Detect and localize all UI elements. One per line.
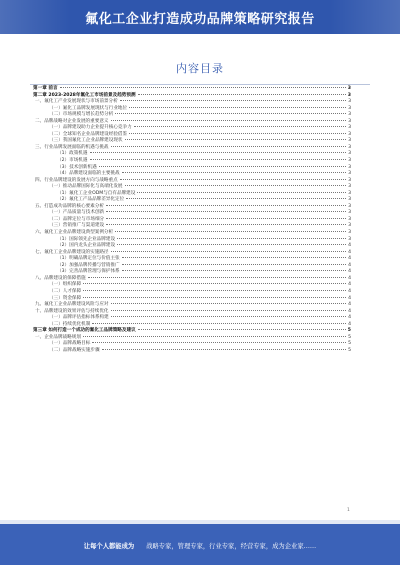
toc-leader-dots xyxy=(115,231,346,232)
title-divider xyxy=(30,84,370,85)
toc-entry-page: 3 xyxy=(348,171,351,177)
toc-entry-page: 3 xyxy=(348,112,351,118)
toc-entry-text: （4）品牌建设面临的主要挑战 xyxy=(57,171,120,177)
toc-entry-page: 3 xyxy=(348,151,351,157)
toc-entry-page: 4 xyxy=(348,308,351,314)
toc-entry-text: （1）政策机遇 xyxy=(57,151,88,157)
toc-entry-text: （1）氟化工企业ODM与自有品牌建设 xyxy=(57,190,136,196)
toc-entry-page: 3 xyxy=(348,99,351,105)
toc-leader-dots xyxy=(99,166,346,167)
toc-entry-page: 4 xyxy=(348,295,351,301)
toc-entry-page: 3 xyxy=(348,144,351,150)
page-number: 1 xyxy=(347,508,350,513)
toc-leader-dots xyxy=(120,100,346,101)
report-title: 氟化工企业打造成功品牌策略研究报告 xyxy=(85,12,315,27)
toc-entry[interactable] xyxy=(33,348,351,355)
toc-entry-text: （三）我国氟化工企业品牌建设现状 xyxy=(49,138,123,144)
toc-leader-dots xyxy=(90,152,347,153)
toc-entry-text: （2）市场机遇 xyxy=(57,158,88,164)
toc-entry-page: 5 xyxy=(347,328,351,334)
toc-entry-text: （二）持续优化机制 xyxy=(49,321,91,327)
toc-entry-page: 4 xyxy=(348,288,351,294)
toc-leader-dots xyxy=(115,113,346,114)
toc-entry-text: 第三章 如何打造一个成功的氟化工品牌策略及建议 xyxy=(33,328,136,334)
toc-entry-text: 二、品牌战略对企业发展的重要意义 xyxy=(35,118,109,124)
toc-leader-dots xyxy=(125,185,347,186)
toc-entry-page: 5 xyxy=(348,334,351,340)
toc-entry-page: 4 xyxy=(348,321,351,327)
toc-leader-dots xyxy=(134,126,346,127)
toc-entry-page: 4 xyxy=(348,243,351,249)
toc-entry-text: （一）推动品牌国际化与高端化发展 xyxy=(49,184,123,190)
toc-entry-page: 3 xyxy=(348,236,351,242)
toc-entry-text: 七、氟化工企业品牌建设的实施路径 xyxy=(35,249,109,255)
toc-entry-text: （三）资金保障 xyxy=(49,295,82,301)
toc-entry-text: （2）加强品牌传播与营销推广 xyxy=(57,262,120,268)
toc-entry-page: 3 xyxy=(348,164,351,170)
toc-leader-dots xyxy=(137,192,346,193)
toc-entry-page: 3 xyxy=(348,177,351,183)
toc-leader-dots xyxy=(60,87,346,88)
toc-leader-dots xyxy=(122,264,346,265)
toc-leader-dots xyxy=(111,251,347,252)
toc-leader-dots xyxy=(120,179,346,180)
toc-entry-text: （二）人才保障 xyxy=(49,288,82,294)
toc-entry-text: 四、行业品牌建设的发展方向与战略重点 xyxy=(35,177,118,183)
toc-entry-page: 3 xyxy=(348,105,351,111)
toc-leader-dots xyxy=(88,277,347,278)
toc-entry-text: 五、打造成功品牌的核心要素分析 xyxy=(35,203,104,209)
toc-entry-text: 第二章 2023-2028年氟化工市场前景及趋势预测 xyxy=(33,92,136,98)
toc-entry-page: 3 xyxy=(348,223,351,229)
toc-entry-text: 六、氟化工企业品牌建设典型案例分析 xyxy=(35,230,114,236)
toc-entry-text: （一）品牌建设助力企业提升核心竞争力 xyxy=(49,125,132,131)
toc-leader-dots xyxy=(122,257,346,258)
toc-entry-page: 3 xyxy=(348,230,351,236)
toc-entry-text: （3）技术创新机遇 xyxy=(57,164,97,170)
footer-text xyxy=(0,541,400,550)
toc-leader-dots xyxy=(117,244,346,245)
toc-entry-text: （一）品牌评估指标体系构建 xyxy=(49,315,109,321)
toc-entry-page: 4 xyxy=(348,302,351,308)
toc-entry-page: 3 xyxy=(348,190,351,196)
toc-entry-page: 3 xyxy=(347,86,351,91)
toc-leader-dots xyxy=(106,224,346,225)
toc-entry-page: 4 xyxy=(348,275,351,281)
toc-entry-page: 3 xyxy=(347,92,351,98)
toc-entry-text: 八、品牌建设的保障措施 xyxy=(35,275,86,281)
toc-entry-page: 3 xyxy=(348,158,351,164)
toc-entry-page: 4 xyxy=(348,269,351,275)
toc-entry-text: （二）品牌定位与市场细分 xyxy=(49,216,105,222)
toc-leader-dots xyxy=(122,172,346,173)
toc-leader-dots xyxy=(83,283,346,284)
toc-leader-dots xyxy=(92,323,346,324)
toc-leader-dots xyxy=(83,290,346,291)
toc-entry-page: 4 xyxy=(348,256,351,262)
toc-entry-text: （一）品牌战略目标 xyxy=(49,341,91,347)
toc-entry-text: 一、企业品牌战略规划 xyxy=(35,334,81,340)
toc-entry-page: 3 xyxy=(348,203,351,209)
toc-leader-dots xyxy=(106,211,346,212)
toc-leader-dots xyxy=(117,238,346,239)
footer-tagline: 战略专家，管理专家，行业专家，经营专家，成为企业家…… xyxy=(146,543,317,550)
toc-entry-text: （3）完善品牌管理与保护体系 xyxy=(57,269,120,275)
toc-entry-page: 4 xyxy=(348,262,351,268)
toc-entry-text: （二）全球知名企业品牌建设经验借鉴 xyxy=(49,131,128,137)
toc-leader-dots xyxy=(111,310,347,311)
table-of-contents xyxy=(33,86,351,354)
toc-leader-dots xyxy=(83,297,346,298)
toc-leader-dots xyxy=(102,349,347,350)
toc-leader-dots xyxy=(138,329,346,330)
footer-brand: 让每个人都能成为 xyxy=(83,543,135,550)
toc-entry-page: 3 xyxy=(348,216,351,222)
toc-entry-text: （一）产品质量与技术创新 xyxy=(49,210,105,216)
toc-entry-text: （1）明确品牌定位与价值主张 xyxy=(57,256,120,262)
toc-leader-dots xyxy=(122,270,346,271)
toc-entry-page: 3 xyxy=(348,210,351,216)
toc-leader-dots xyxy=(111,146,347,147)
toc-entry-text: 第一章 前言 xyxy=(33,86,58,91)
toc-entry-page: 4 xyxy=(348,315,351,321)
toc-entry-text: 十、品牌建设的效果评估与持续优化 xyxy=(35,308,109,314)
toc-entry-text: （2）国内龙头企业品牌建设 xyxy=(57,243,116,249)
toc-entry-text: 九、氟化工企业品牌建设风险与应对 xyxy=(35,302,109,308)
toc-entry-text: （二）市场规模与增长趋势分析 xyxy=(49,112,114,118)
toc-leader-dots xyxy=(125,139,347,140)
toc-entry-page: 3 xyxy=(348,118,351,124)
toc-leader-dots xyxy=(111,120,347,121)
toc-entry-page: 4 xyxy=(348,249,351,255)
toc-title: 内容目录 xyxy=(176,62,224,75)
toc-entry-page: 3 xyxy=(348,131,351,137)
toc-entry-text: 一、氟化工产业发展现状与市场前景分析 xyxy=(35,99,118,105)
toc-entry-text: （一）氟化工品牌发展现状与行业地位 xyxy=(49,105,128,111)
toc-leader-dots xyxy=(90,159,347,160)
toc-entry-text: 三、行业品牌发展面临的机遇与挑战 xyxy=(35,144,109,150)
toc-leader-dots xyxy=(92,342,346,343)
toc-leader-dots xyxy=(111,316,346,317)
toc-leader-dots xyxy=(83,336,346,337)
toc-entry-page: 4 xyxy=(348,282,351,288)
toc-entry-page: 5 xyxy=(348,341,351,347)
toc-entry-page: 3 xyxy=(348,125,351,131)
toc-leader-dots xyxy=(111,303,347,304)
toc-entry-text: （三）营销推广与渠道建设 xyxy=(49,223,105,229)
toc-leader-dots xyxy=(129,133,346,134)
toc-entry-page: 3 xyxy=(348,184,351,190)
toc-leader-dots xyxy=(129,107,346,108)
toc-leader-dots xyxy=(106,218,346,219)
toc-entry-page: 3 xyxy=(348,197,351,203)
toc-leader-dots xyxy=(126,198,346,199)
toc-entry-page: 3 xyxy=(348,138,351,144)
toc-leader-dots xyxy=(106,205,346,206)
toc-entry-text: （1）国际领先企业品牌建设 xyxy=(57,236,116,242)
toc-leader-dots xyxy=(138,94,346,95)
toc-entry-text: （二）品牌战略实施步骤 xyxy=(49,347,100,353)
toc-entry-text: （一）组织保障 xyxy=(49,282,82,288)
toc-entry-text: （2）氟化工产品品牌差异化定位 xyxy=(57,197,125,203)
toc-entry-page: 5 xyxy=(348,347,351,353)
